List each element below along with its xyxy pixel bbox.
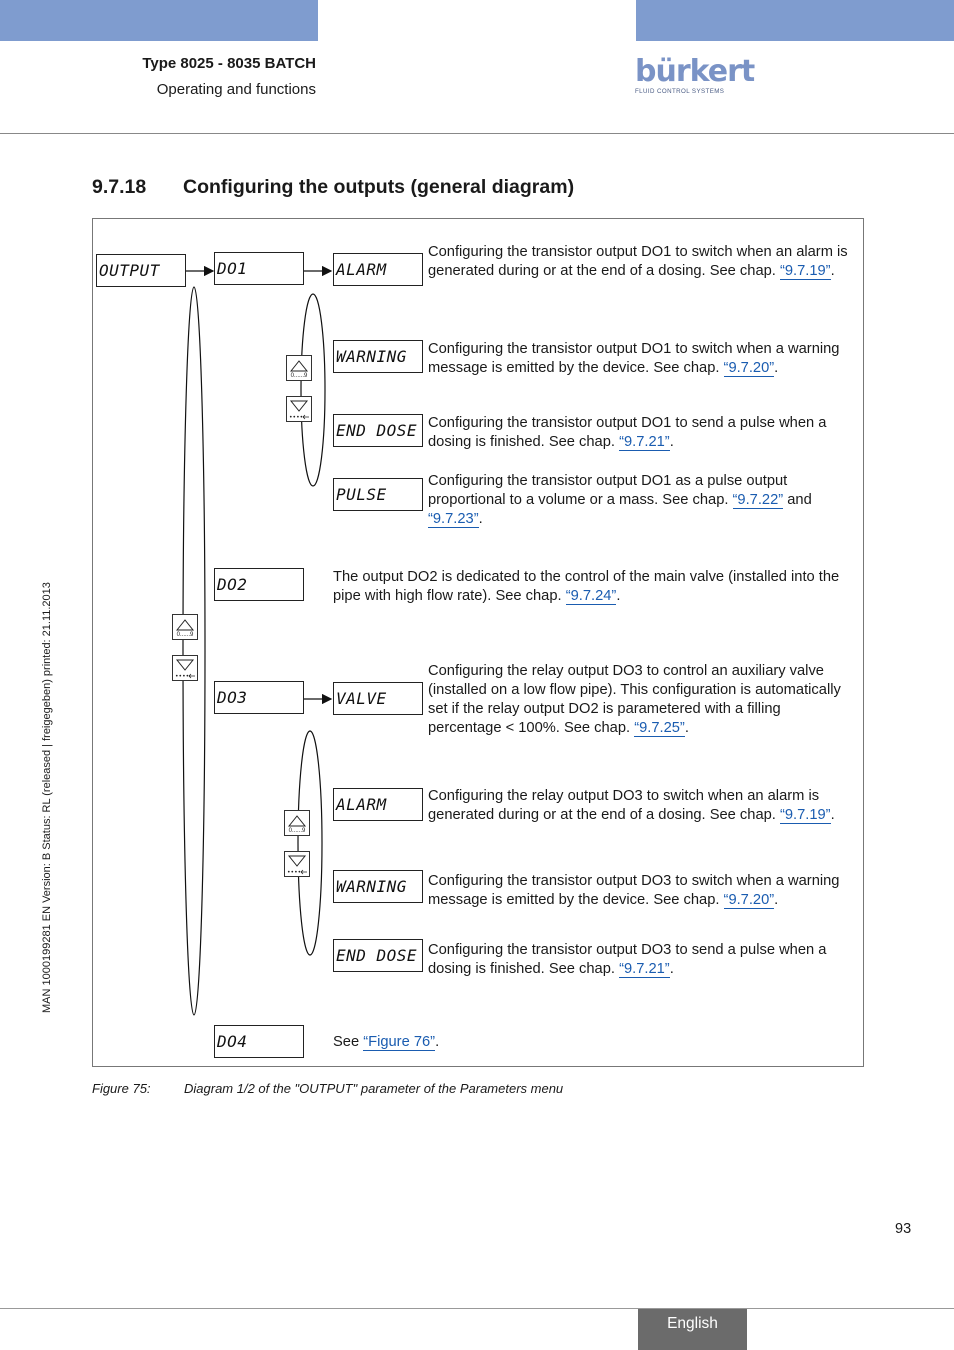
language-tab: English — [638, 1309, 747, 1350]
down-enter-icon — [287, 397, 311, 421]
desc-do1-warning — [428, 340, 858, 378]
chapter-link[interactable]: “9.7.21” — [619, 434, 670, 450]
chapter-link[interactable]: “9.7.20” — [723, 892, 775, 908]
lcd-do1-warning: WARNING — [333, 340, 423, 373]
desc-text: . — [830, 263, 835, 279]
logo-tagline: FLUID CONTROL SYSTEMS — [635, 88, 725, 95]
logo-wordmark: bürkert — [635, 54, 755, 89]
svg-text:••••: •••• — [175, 673, 190, 680]
desc-do1-end-dose — [428, 414, 856, 452]
lcd-do3-alarm: ALARM — [333, 788, 423, 821]
desc-text: Configuring the transistor output DO3 to send a pulse when a dosing is finished. See chap. — [428, 942, 827, 977]
lcd-do1-end-dose: END DOSE — [333, 414, 423, 447]
loop-do3-ellipse — [298, 731, 322, 955]
desc-text: Configuring the relay output DO3 to control an auxiliary valve (installed on a low flow pipe). This configuration is automatically set if the relay output DO2 is parametered with a filling percentage < 100%. See chap. — [428, 663, 841, 736]
down-enter-icon — [173, 656, 197, 680]
desc-do3-warning — [428, 872, 858, 910]
document-title: Type 8025 - 8035 BATCH — [142, 55, 316, 72]
lcd-do1-alarm: ALARM — [333, 253, 423, 286]
desc-do1-pulse — [428, 472, 848, 529]
desc-text: . — [435, 1034, 440, 1050]
svg-text:••••: •••• — [289, 414, 304, 421]
footer-divider — [0, 1308, 954, 1309]
desc-text: . — [616, 588, 621, 604]
desc-text: The output DO2 is dedicated to the control of the main valve (installed into the pipe with high flow rate). See chap. — [333, 569, 840, 604]
desc-do2 — [333, 568, 855, 606]
desc-text: Configuring the transistor output DO1 as a pulse output proportional to a volume or a mass. See chap. — [428, 473, 788, 508]
svg-text:••••: •••• — [287, 869, 302, 876]
up-key-do1 — [286, 355, 312, 381]
key-label: 0......9 — [288, 828, 306, 834]
desc-text: . — [684, 720, 689, 736]
key-label: 0......9 — [176, 632, 194, 638]
desc-text: . — [830, 807, 835, 823]
desc-text: . — [774, 892, 779, 908]
desc-text: Configuring the transistor output DO1 to switch when a warning message is emitted by the device. See chap. — [428, 341, 840, 376]
lcd-do3: DO3 — [214, 681, 304, 714]
down-key-do3 — [284, 851, 310, 877]
lcd-do4: DO4 — [214, 1025, 304, 1058]
loop-outputs-ellipse — [183, 287, 205, 1015]
up-arrow-icon — [285, 812, 309, 828]
figure-link[interactable]: “Figure 76” — [363, 1034, 436, 1050]
chapter-link[interactable]: “9.7.23” — [428, 511, 479, 527]
lcd-output: OUTPUT — [96, 254, 186, 287]
figure-caption-label: Figure 75: — [92, 1081, 151, 1096]
chapter-link[interactable]: “9.7.22” — [732, 492, 784, 508]
desc-text: . — [774, 360, 779, 376]
desc-text: Configuring the transistor output DO3 to switch when a warning message is emitted by the device. See chap. — [428, 873, 840, 908]
chapter-link[interactable]: “9.7.21” — [619, 961, 670, 977]
up-arrow-icon — [287, 357, 311, 373]
up-key-do3 — [284, 810, 310, 836]
down-enter-icon — [285, 852, 309, 876]
desc-text: . — [478, 511, 483, 527]
desc-text: Configuring the transistor output DO1 to switch when an alarm is generated during or at the end of a dosing. See chap. — [428, 244, 848, 279]
desc-text: See — [333, 1034, 364, 1050]
lcd-do3-warning: WARNING — [333, 870, 423, 903]
desc-do3-valve — [428, 662, 858, 738]
lcd-do3-end-dose: END DOSE — [333, 939, 423, 972]
figure-caption-text: Diagram 1/2 of the "OUTPUT" parameter of the Parameters menu — [184, 1081, 564, 1096]
desc-text: and — [783, 492, 812, 508]
desc-do4 — [333, 1033, 633, 1052]
lcd-do1: DO1 — [214, 252, 304, 285]
desc-text: Configuring the relay output DO3 to switch when an alarm is generated during or at the end of a dosing. See chap. — [428, 788, 820, 823]
desc-text: . — [669, 961, 674, 977]
section-number: 9.7.18 — [92, 176, 147, 198]
down-key-outputs — [172, 655, 198, 681]
up-arrow-icon — [173, 616, 197, 632]
loop-do1-ellipse — [301, 294, 325, 486]
key-label: 0......9 — [290, 373, 308, 379]
chapter-link[interactable]: “9.7.25” — [634, 720, 685, 736]
down-key-do1 — [286, 396, 312, 422]
desc-do3-alarm — [428, 787, 859, 825]
desc-do3-end-dose — [428, 941, 856, 979]
document-status-sidebar: MAN 1000199281 EN Version: B Status: RL (released | freigegeben) printed: 21.11.2013 — [41, 582, 53, 1013]
section-title: Configuring the outputs (general diagram) — [183, 176, 575, 198]
lcd-do1-pulse: PULSE — [333, 478, 423, 511]
page-number: 93 — [895, 1221, 912, 1237]
lcd-do2: DO2 — [214, 568, 304, 601]
chapter-link[interactable]: “9.7.19” — [779, 263, 831, 279]
document-subtitle: Operating and functions — [156, 81, 316, 98]
chapter-link[interactable]: “9.7.24” — [565, 588, 617, 604]
desc-text: . — [669, 434, 674, 450]
up-key-outputs — [172, 614, 198, 640]
lcd-do3-valve: VALVE — [333, 682, 423, 715]
desc-do1-alarm — [428, 243, 856, 281]
chapter-link[interactable]: “9.7.20” — [723, 360, 775, 376]
desc-text: Configuring the transistor output DO1 to send a pulse when a dosing is finished. See chap. — [428, 415, 827, 450]
chapter-link[interactable]: “9.7.19” — [779, 807, 831, 823]
